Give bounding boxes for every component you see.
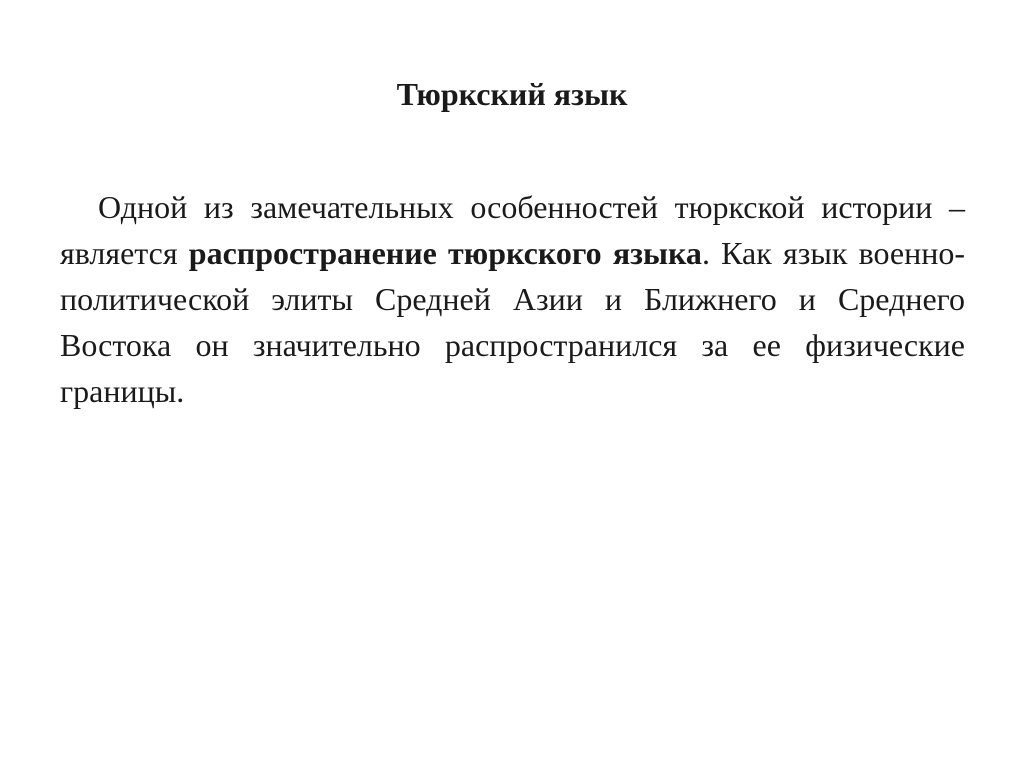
body-text-part-1: Одной из замечательных особенностей тюркской истории – является (60, 189, 965, 271)
body-text-part-2: . Как язык военно-политической элиты Средней Азии и Ближнего и Среднего Востока он значительно распространился за ее физические границы. (60, 235, 966, 409)
body-text-bold: распространение тюркского языка (188, 235, 702, 271)
body-paragraph (60, 184, 965, 414)
slide-title: Тюркский язык (396, 76, 628, 112)
